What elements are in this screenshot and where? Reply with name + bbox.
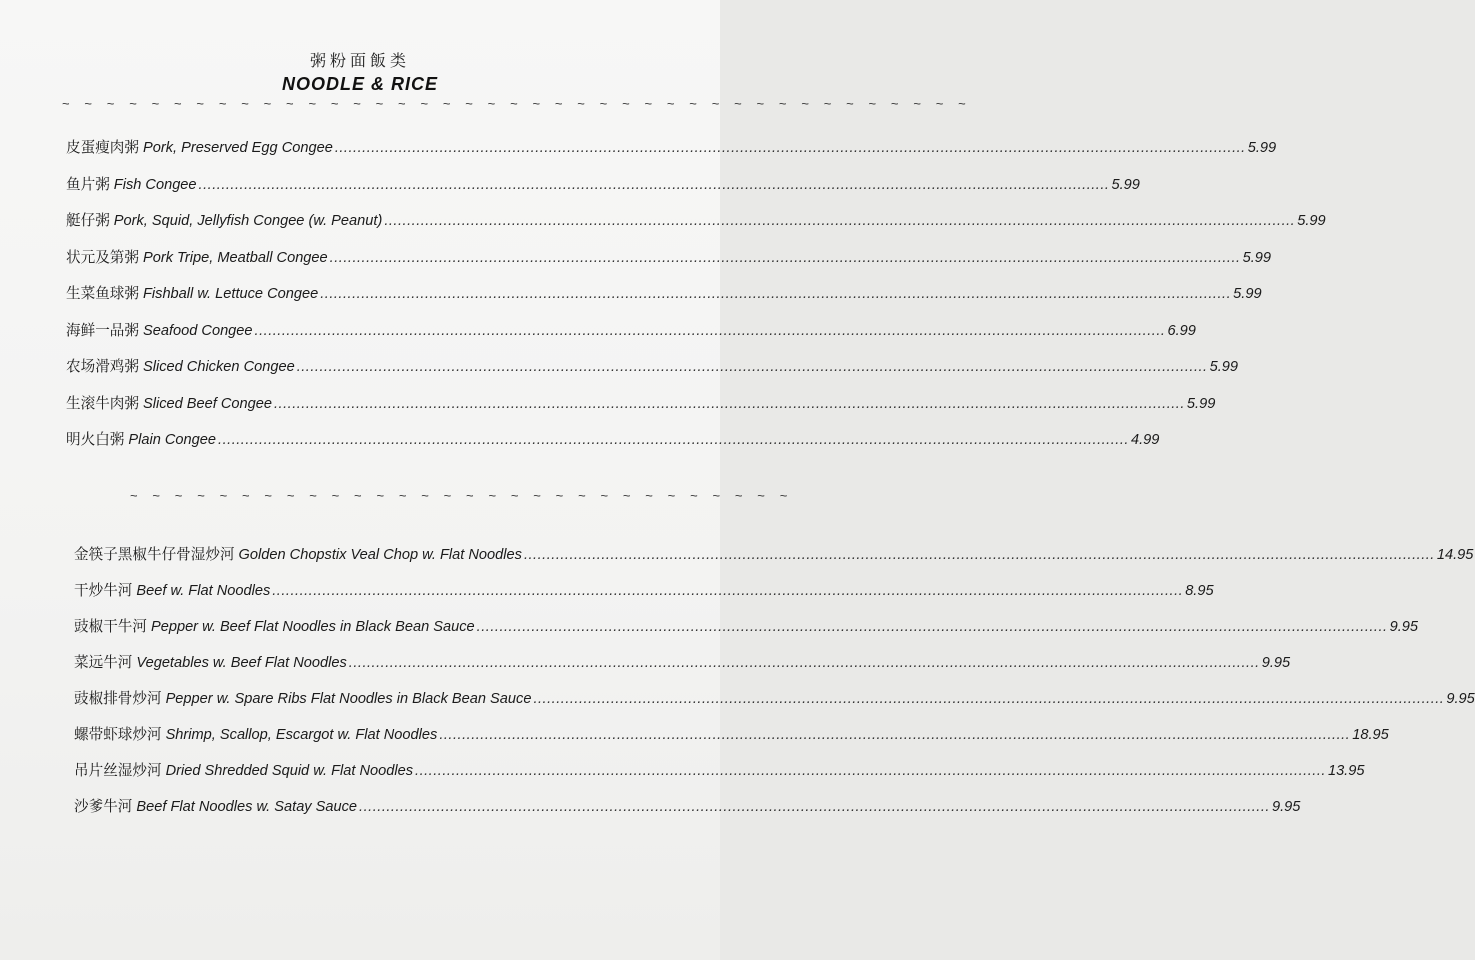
dot-leader: ........................................................................................................................................................................................................ — [334, 140, 1246, 156]
menu-title-chinese: 粥粉面飯类 — [309, 53, 410, 70]
dot-leader: ........................................................................................................................................................................................................ — [272, 583, 1184, 599]
dot-leader: ........................................................................................................................................................................................................ — [439, 727, 1351, 743]
menu-item-chinese-name: 艇仔粥 — [66, 213, 110, 229]
dot-leader: ........................................................................................................................................................................................................ — [476, 619, 1388, 635]
menu-item-row — [66, 136, 1277, 157]
menu-item-row — [66, 209, 1326, 230]
menu-item-english-name: Beef w. Flat Noodles — [136, 583, 271, 599]
menu-item-row — [74, 579, 1214, 600]
menu-item-price: 5.99 — [1186, 395, 1216, 412]
menu-item-english-name: Seafood Congee — [142, 322, 253, 339]
menu-item-chinese-name: 状元及第粥 — [66, 249, 139, 266]
menu-item-english-name: Fishball w. Lettuce Congee — [142, 286, 319, 302]
menu-item-english-name: Golden Chopstix Veal Chop w. Flat Noodles — [238, 547, 522, 563]
menu-item-price: 9.95 — [1446, 691, 1475, 707]
menu-item-price: 18.95 — [1352, 727, 1389, 743]
dot-leader: ........................................................................................................................................................................................................ — [329, 249, 1241, 266]
menu-item-row — [74, 543, 1474, 564]
menu-item-row — [74, 651, 1291, 672]
menu-item-price: 5.99 — [1233, 286, 1262, 302]
menu-item-english-name: Sliced Beef Congee — [142, 395, 272, 412]
menu-item-chinese-name: 皮蛋瘦肉粥 — [66, 140, 139, 156]
menu-item-english-name: Pepper w. Beef Flat Noodles in Black Bean Sauce — [150, 619, 475, 635]
dot-leader: ........................................................................................................................................................................................................ — [348, 655, 1260, 671]
menu-item-english-name: Shrimp, Scallop, Escargot w. Flat Noodles — [165, 727, 438, 743]
menu-item-row — [74, 723, 1389, 744]
menu-item-price: 5.99 — [1247, 140, 1277, 156]
dot-leader: ........................................................................................................................................................................................................ — [384, 213, 1296, 229]
dot-leader: ........................................................................................................................................................................................................ — [254, 322, 1166, 339]
dot-leader: ........................................................................................................................................................................................................ — [296, 359, 1208, 375]
menu-item-english-name: Dried Shredded Squid w. Flat Noodles — [165, 763, 414, 779]
menu-item-english-name: Plain Congee — [128, 432, 217, 448]
menu-item-english-name: Beef Flat Noodles w. Satay Sauce — [136, 799, 358, 815]
menu-item-english-name: Pork Tripe, Meatball Congee — [142, 249, 328, 266]
menu-item-chinese-name: 沙爹牛河 — [74, 799, 133, 815]
menu-item-price: 5.99 — [1242, 249, 1272, 266]
menu-item-row — [66, 282, 1262, 303]
menu-item-chinese-name: 干炒牛河 — [74, 583, 133, 599]
menu-item-chinese-name: 豉椒干牛河 — [74, 619, 147, 635]
menu-item-chinese-name: 生滚牛肉粥 — [66, 395, 139, 412]
dot-leader: ........................................................................................................................................................................................................ — [273, 395, 1185, 412]
tilde-divider-middle: ~ ~ ~ ~ ~ ~ ~ ~ ~ ~ ~ ~ ~ ~ ~ ~ ~ ~ ~ ~ ~ ~ ~ ~ ~ ~ ~ ~ ~ ~ — [130, 488, 793, 503]
menu-item-row — [66, 173, 1140, 194]
dot-leader: ........................................................................................................................................................................................................ — [359, 799, 1270, 815]
menu-item-chinese-name: 吊片丝湿炒河 — [74, 763, 162, 779]
menu-item-english-name: Fish Congee — [113, 176, 197, 193]
dot-leader: ........................................................................................................................................................................................................ — [218, 432, 1129, 448]
dot-leader: ........................................................................................................................................................................................................ — [415, 763, 1326, 779]
menu-item-price: 5.99 — [1111, 176, 1140, 193]
menu-item-row — [74, 615, 1419, 636]
menu-item-chinese-name: 菜远牛河 — [74, 655, 133, 671]
menu-item-price: 14.95 — [1436, 547, 1474, 563]
menu-item-chinese-name: 生菜鱼球粥 — [66, 286, 139, 302]
menu-item-chinese-name: 豉椒排骨炒河 — [74, 691, 162, 707]
menu-item-chinese-name: 明火白粥 — [66, 432, 125, 448]
menu-item-english-name: Pork, Squid, Jellyfish Congee (w. Peanut) — [113, 213, 383, 229]
menu-item-english-name: Sliced Chicken Congee — [142, 359, 295, 375]
menu-item-price: 5.99 — [1209, 359, 1239, 375]
menu-item-row — [66, 428, 1160, 449]
menu-item-row — [66, 355, 1239, 376]
menu-item-price: 9.95 — [1271, 799, 1301, 815]
menu-item-chinese-name: 农场滑鸡粥 — [66, 359, 139, 375]
menu-item-price: 6.99 — [1167, 322, 1196, 339]
menu-item-price: 9.95 — [1389, 619, 1419, 635]
menu-item-price: 9.95 — [1261, 655, 1291, 671]
dot-leader: ........................................................................................................................................................................................................ — [533, 691, 1445, 707]
menu-item-row — [66, 319, 1196, 340]
menu-item-price: 13.95 — [1327, 763, 1365, 779]
menu-item-english-name: Vegetables w. Beef Flat Noodles — [136, 655, 347, 671]
dot-leader: ........................................................................................................................................................................................................ — [523, 547, 1435, 563]
menu-item-price: 8.95 — [1185, 583, 1214, 599]
dot-leader: ........................................................................................................................................................................................................ — [320, 286, 1232, 302]
tilde-divider-top: ~ ~ ~ ~ ~ ~ ~ ~ ~ ~ ~ ~ ~ ~ ~ ~ ~ ~ ~ ~ ~ ~ ~ ~ ~ ~ ~ ~ ~ ~ ~ ~ ~ ~ ~ ~ ~ ~ ~ ~ ~ — [62, 96, 972, 111]
menu-item-row — [66, 246, 1272, 267]
menu-item-row — [74, 795, 1301, 816]
menu-item-chinese-name: 鱼片粥 — [66, 176, 110, 193]
menu-item-price: 4.99 — [1130, 432, 1160, 448]
dot-leader: ........................................................................................................................................................................................................ — [198, 176, 1110, 193]
menu-item-english-name: Pork, Preserved Egg Congee — [142, 140, 333, 156]
menu-item-chinese-name: 海鲜一品粥 — [66, 322, 139, 339]
menu-item-row — [74, 759, 1365, 780]
menu-item-english-name: Pepper w. Spare Ribs Flat Noodles in Black Bean Sauce — [165, 691, 532, 707]
menu-item-row — [74, 687, 1475, 708]
menu-title-english: NOODLE & RICE — [281, 74, 438, 94]
menu-item-row — [66, 392, 1216, 413]
menu-item-chinese-name: 螺带虾球炒河 — [74, 727, 162, 743]
menu-item-price: 5.99 — [1297, 213, 1326, 229]
menu-item-chinese-name: 金筷子黑椒牛仔骨湿炒河 — [74, 547, 235, 563]
